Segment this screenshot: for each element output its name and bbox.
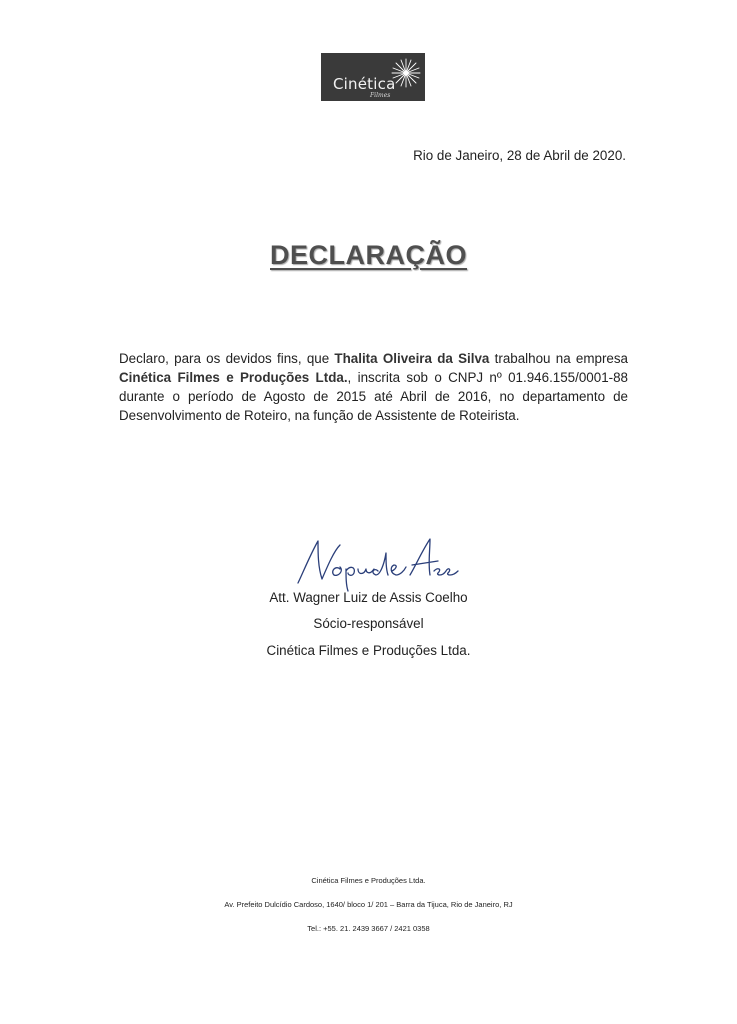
signatory-company: Cinética Filmes e Produções Ltda. <box>266 643 471 658</box>
body-text-part: Declaro, para os devidos fins, que <box>119 351 335 366</box>
declaration-body <box>119 349 628 425</box>
document-date: Rio de Janeiro, 28 de Abril de 2020. <box>413 148 626 163</box>
logo-subtitle: Filmes <box>370 92 391 99</box>
page-title: DECLARAÇÃO <box>270 240 467 270</box>
logo-name: Cinética <box>333 75 396 93</box>
handwritten-signature <box>288 535 468 595</box>
body-text-part: trabalhou na empresa <box>489 351 628 366</box>
sparkle-icon <box>391 58 421 88</box>
footer-phone: Tel.: +55. 21. 2439 3667 / 2421 0358 <box>307 924 430 933</box>
footer-company: Cinética Filmes e Produções Ltda. <box>311 876 426 885</box>
footer-address: Av. Prefeito Dulcídio Cardoso, 1640/ bloco 1/ 201 – Barra da Tijuca, Rio de Janeiro, RJ <box>224 900 513 909</box>
company-logo <box>321 53 425 101</box>
company-name: Cinética Filmes e Produções Ltda. <box>119 370 348 385</box>
signatory-name: Att. Wagner Luiz de Assis Coelho <box>269 590 468 605</box>
body-text-part: , inscrita sob o CNPJ nº 01.946.155/0001-88 durante o período de Agosto de 2015 até Abril de 2016, no departamento de Desenvolvimento de Roteiro, na função de Assistente de Roteirista. <box>119 370 628 423</box>
signatory-role: Sócio-responsável <box>313 616 424 631</box>
employee-name: Thalita Oliveira da Silva <box>334 351 490 366</box>
